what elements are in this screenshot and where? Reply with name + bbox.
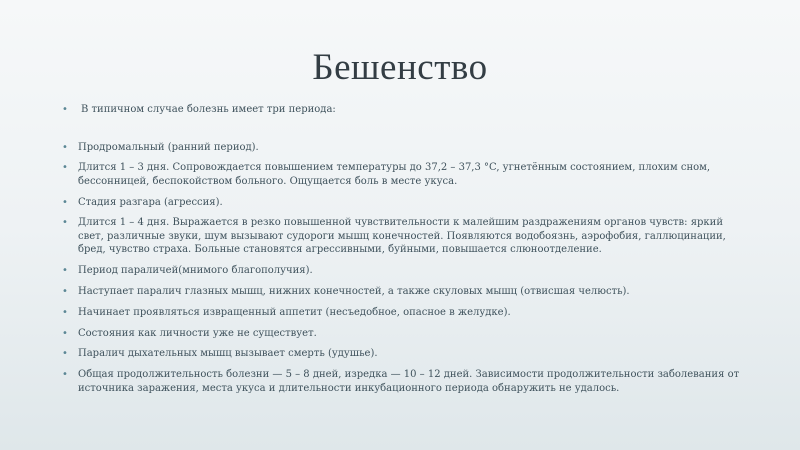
bullet-text: Продромальный (ранний период). — [78, 141, 259, 153]
bullet-text: Стадия разгара (агрессия). — [78, 196, 223, 208]
bullet-item-personality — [62, 327, 742, 341]
bullet-item-respiratory — [62, 347, 742, 361]
bullet-text: Начинает проявляться извращенный аппетит (несъедобное, опасное в желудке). — [78, 306, 511, 318]
bullet-text: В типичном случае болезнь имеет три периода: — [81, 104, 336, 115]
bullet-text: Общая продолжительность болезни — 5 – 8 дней, изредка — 10 – 12 дней. Зависимости продолжительности заболевания от источника заражения, места укуса и длительности инкубационного периода обнаружить не удалось. — [78, 369, 740, 394]
bullet-list — [62, 103, 742, 402]
bullet-text: Паралич дыхательных мышц вызывает смерть (удушье). — [78, 348, 378, 360]
bullet-text: Длится 1 – 4 дня. Выражается в резко повышенной чувствительности к малейшим раздражениям органов чувств: яркий свет, различные звуки, шум вызывают судороги мышц конечностей. Появляются водобоязнь, аэрофобия, галлюцинации, бред, чувство страха. Больные становятся агрессивными, буйными, повышается слюноотделение. — [78, 217, 726, 256]
bullet-item-paralysis — [62, 264, 742, 278]
bullet-text: Длится 1 – 3 дня. Сопровождается повышением температуры до 37,2 – 37,3 °C, угнетённым состоянием, плохим сном, бессонницей, беспокойством больного. Ощущается боль в месте укуса. — [78, 162, 711, 187]
bullet-text: Период параличей(мнимого благополучия). — [78, 265, 313, 277]
bullet-item-aggression-desc — [62, 216, 742, 257]
bullet-item-appetite — [62, 306, 742, 320]
bullet-item-aggression — [62, 196, 742, 210]
bullet-item-duration — [62, 368, 742, 395]
slide-title: Бешенство — [312, 47, 488, 88]
bullet-item-prodromal-desc — [62, 161, 742, 188]
bullet-text: Состояния как личности уже не существует. — [78, 327, 317, 339]
bullet-item-intro — [62, 103, 742, 117]
bullet-item-paralysis-desc — [62, 285, 742, 299]
bullet-item-prodromal — [62, 141, 742, 155]
bullet-text: Наступает паралич глазных мышц, нижних конечностей, а также скуловых мышц (отвисшая челюсть). — [78, 285, 630, 297]
